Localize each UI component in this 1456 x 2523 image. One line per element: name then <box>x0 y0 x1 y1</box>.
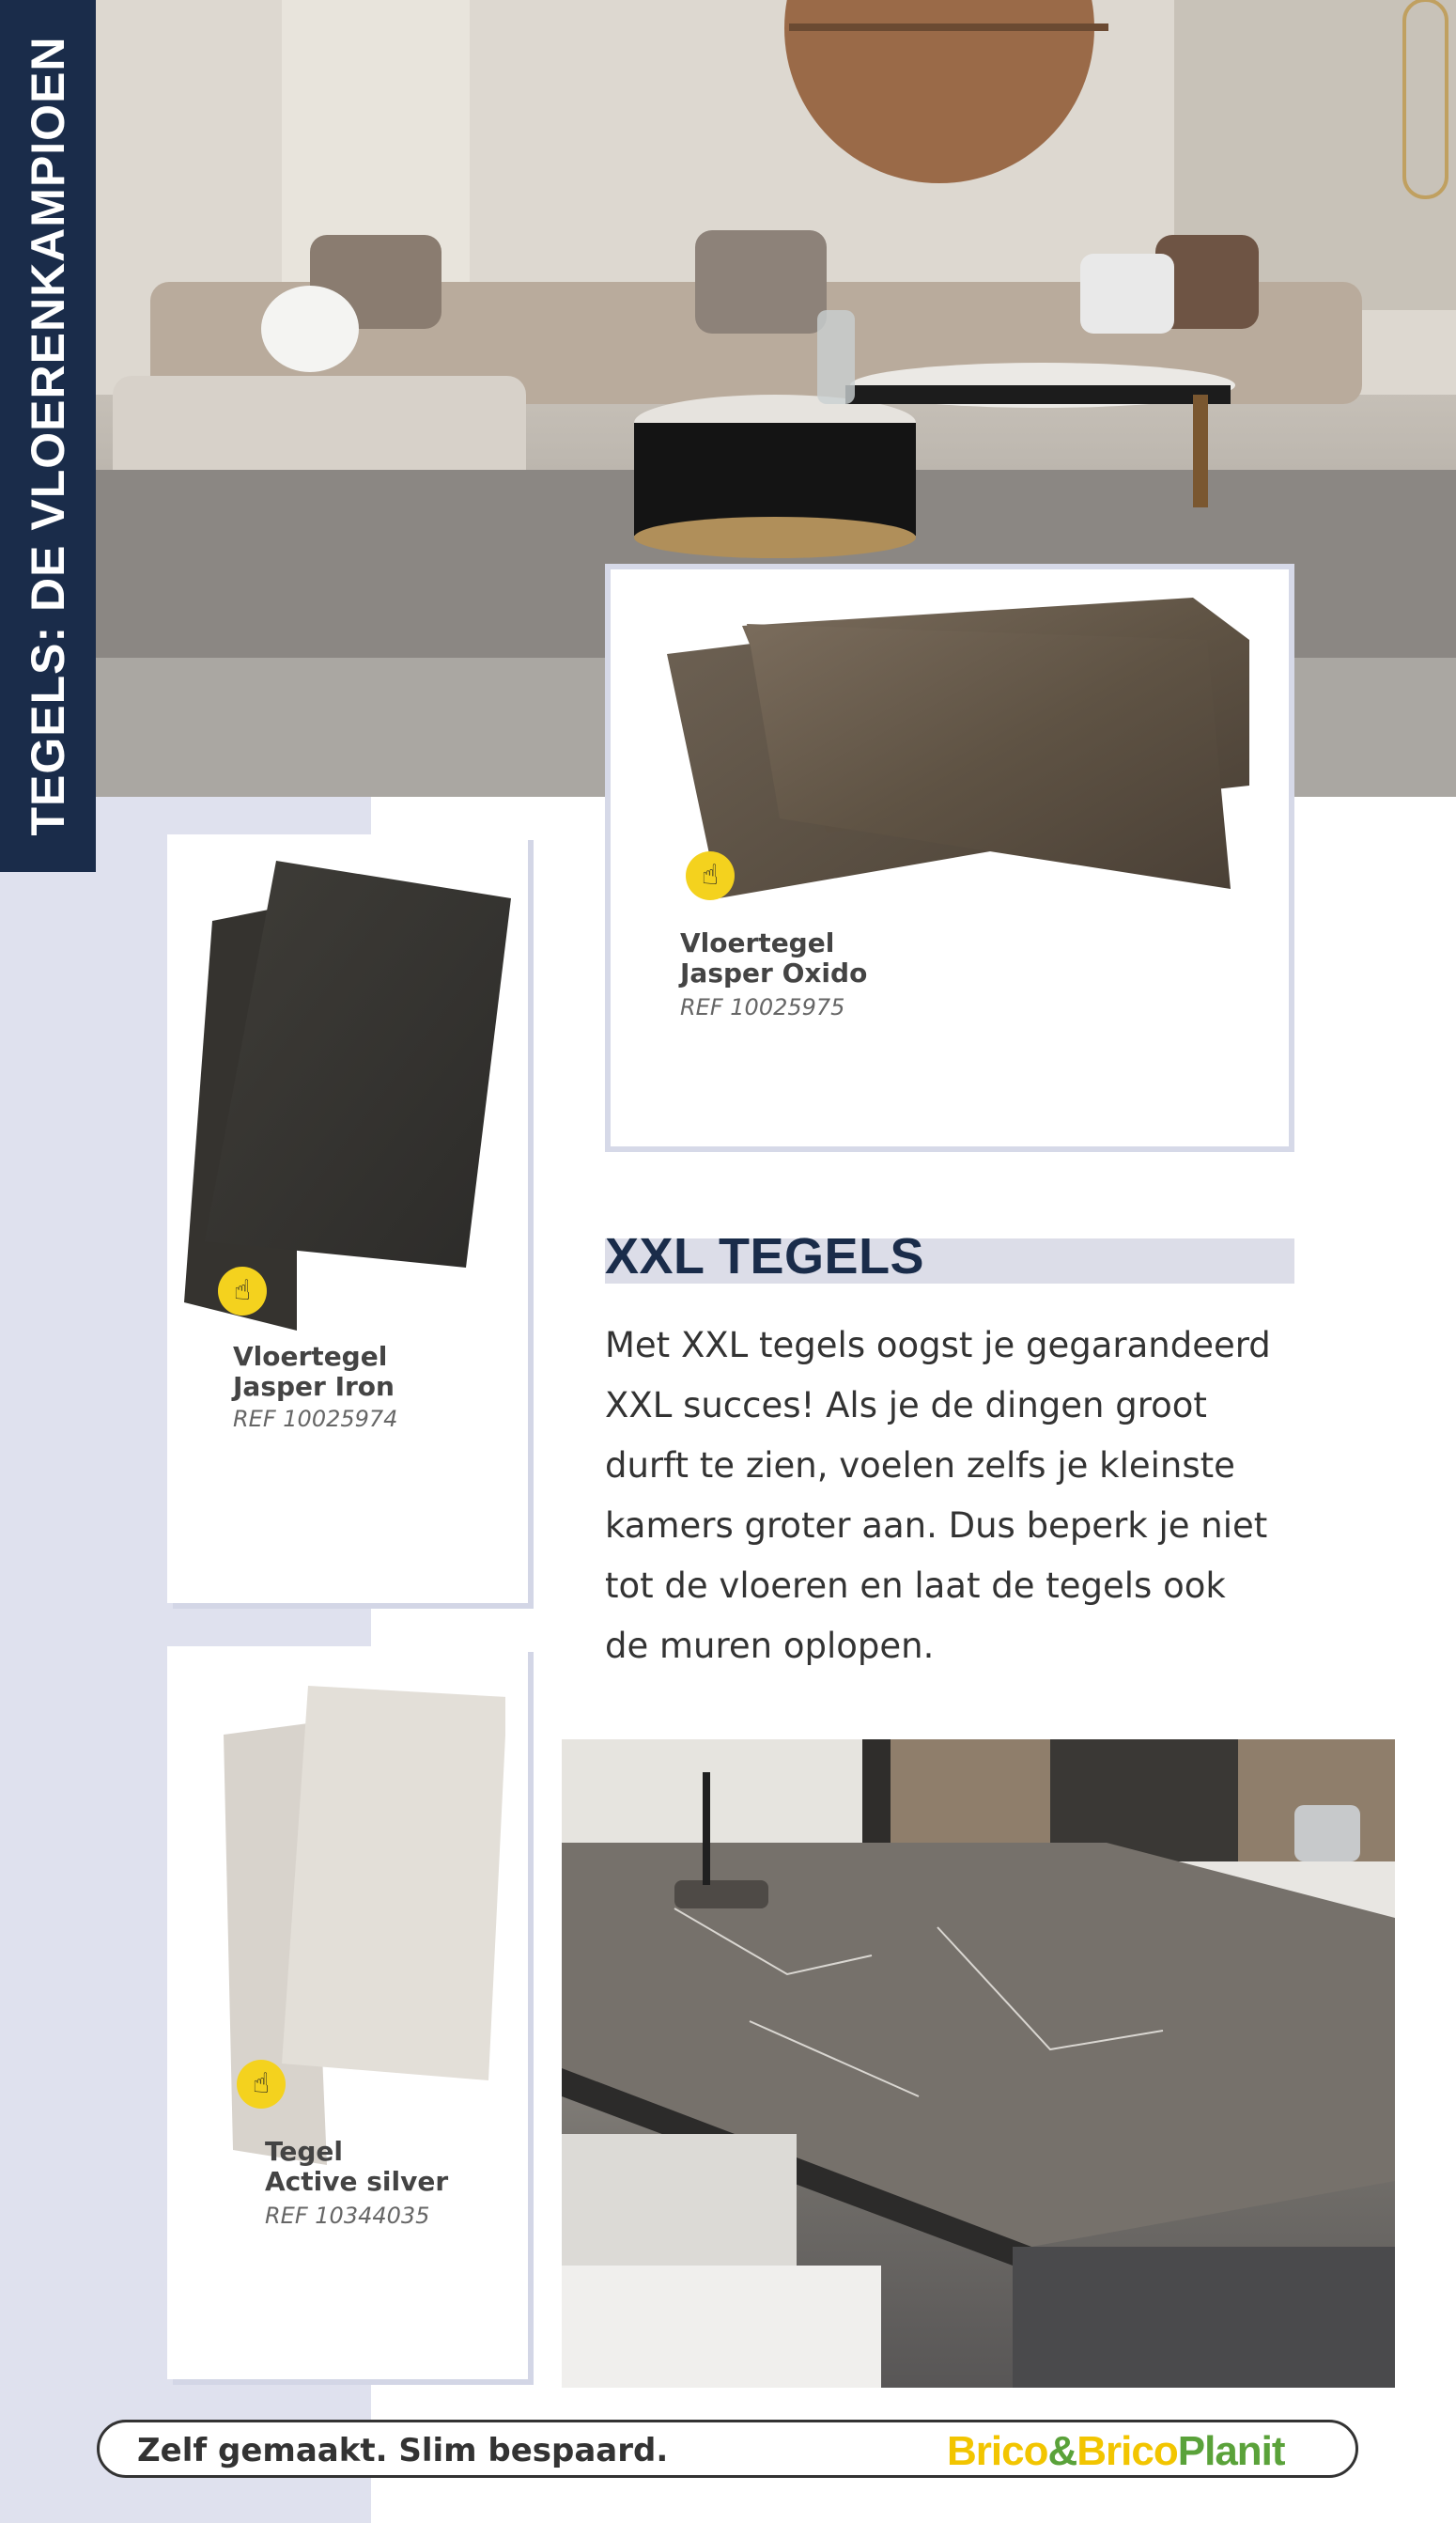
feature-line: durft te zien, voelen zelfs je kleinste <box>605 1445 1235 1486</box>
product-ref: REF 10025975 <box>680 994 845 1020</box>
product-name: Jasper Oxido <box>680 958 868 989</box>
tap-icon[interactable]: ☝ <box>237 2060 286 2109</box>
side-tab-label: TEGELS: DE VLOERENKAMPIOEN <box>22 36 74 836</box>
product-name: Jasper Iron <box>233 1371 395 1402</box>
feature-text <box>605 1316 1319 1676</box>
brand-logo[interactable] <box>947 2428 1285 2475</box>
product-ref: REF 10344035 <box>265 2203 430 2229</box>
product-card-jasper-oxido[interactable] <box>605 564 1294 1152</box>
feature-line: tot de vloeren en laat de tegels ook <box>605 1565 1226 1606</box>
product-card-jasper-iron[interactable] <box>167 834 528 1603</box>
feature-line: Met XXL tegels oogst je gegarandeerd <box>605 1325 1271 1365</box>
feature-line: kamers groter aan. Dus beperk je niet <box>605 1505 1268 1546</box>
product-type: Tegel <box>265 2136 344 2167</box>
product-type: Vloertegel <box>233 1341 388 1372</box>
brand-part2: Brico <box>1077 2428 1178 2474</box>
tap-icon[interactable]: ☝ <box>218 1267 267 1316</box>
feature-line: XXL succes! Als je de dingen groot <box>605 1385 1207 1425</box>
brand-part1: Brico <box>947 2428 1048 2474</box>
feature-line: de muren oplopen. <box>605 1626 935 1666</box>
brand-amp: & <box>1047 2428 1077 2474</box>
tile-image-jasper-oxido <box>667 598 1249 898</box>
tap-icon[interactable]: ☝ <box>686 851 735 900</box>
product-name: Active silver <box>265 2166 449 2197</box>
product-ref: REF 10025974 <box>233 1406 398 1432</box>
side-tab-label-wrap <box>0 0 96 872</box>
brand-part3: Planit <box>1177 2428 1285 2474</box>
feature-title: XXL TEGELS <box>605 1228 925 1285</box>
kitchen-photo <box>562 1739 1395 2388</box>
kitchen-illustration <box>562 1739 1395 2388</box>
footer-slogan: Zelf gemaakt. Slim bespaard. <box>137 2432 669 2469</box>
tile-image-jasper-iron <box>184 861 522 1331</box>
product-type: Vloertegel <box>680 927 835 958</box>
product-card-active-silver[interactable] <box>167 1646 528 2379</box>
